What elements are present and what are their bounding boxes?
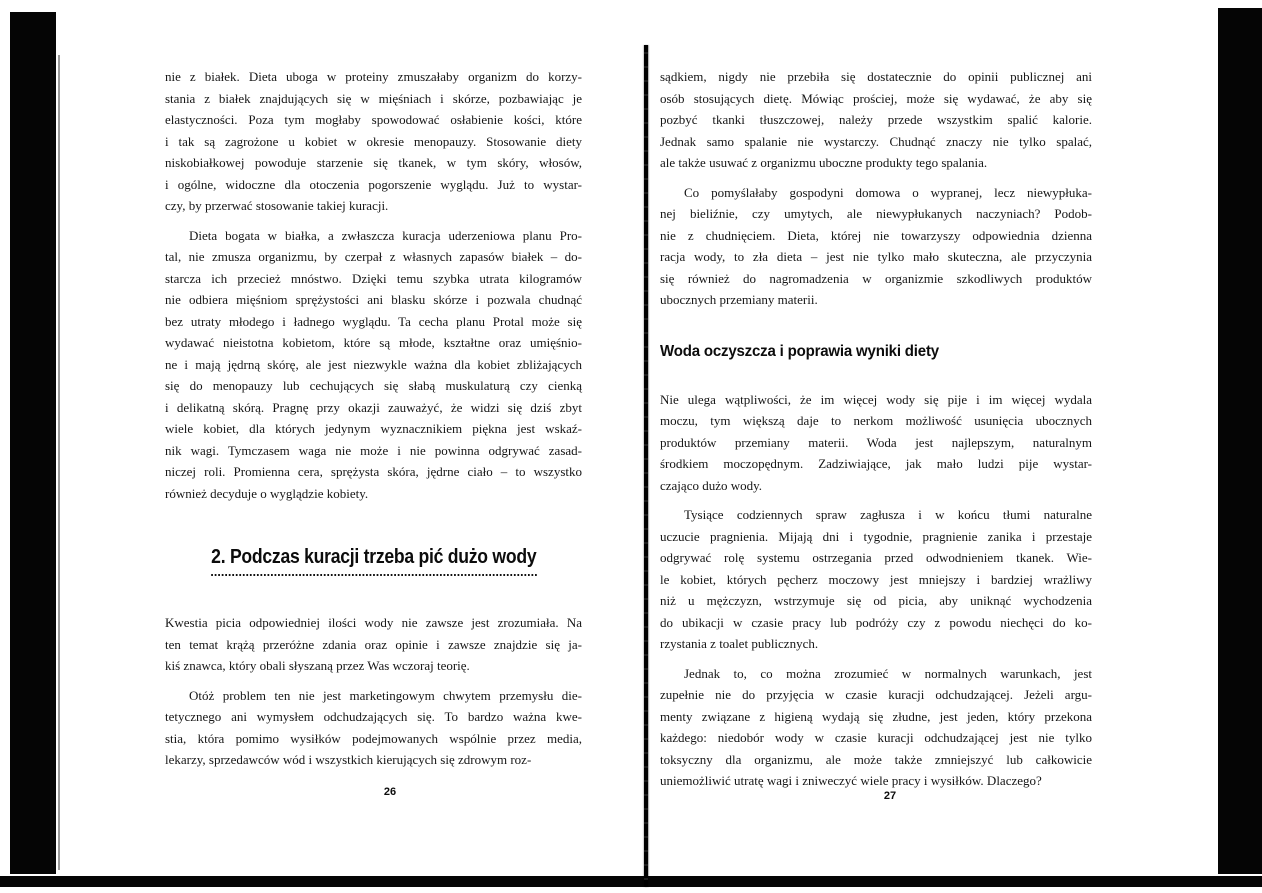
- paragraph: [660, 663, 1092, 792]
- text-line: i ogólne, widoczne dla otoczenia pogorszenie wyglądu. Już to wystar-: [165, 176, 582, 192]
- scan-border-right: [1218, 8, 1262, 874]
- text-line: uczucie pragnienia. Mijają dni i tygodnie, pragnienie zanika i przestaje: [660, 528, 1092, 544]
- text-line: pozbyć tkanki tłuszczowej, należy przede wszystkim spalić kalorie.: [660, 112, 1092, 127]
- text-line: czy, by przerwać stosowanie takiej kuracji.: [165, 198, 389, 213]
- text-line: racja wody, to zła dieta – jest nie tylko mało skuteczna, ale przyczynia: [660, 249, 1092, 264]
- text-line: Co pomyślałaby gospodyni domowa o wypranej, lecz niewypłuka-: [684, 184, 1092, 200]
- text-line: starcza ich przecież mnóstwo. Dzięki temu szybka utrata kilogramów: [165, 270, 582, 286]
- text-line: nej bieliźnie, czy umytych, ale niewypłukanych naczyniach? Podob-: [660, 206, 1092, 221]
- text-line: tal, nie zmusza organizmu, by czerpał z własnych zapasów białek – do-: [165, 249, 582, 264]
- text-line: nie z chudnięciem. Dieta, której nie towarzyszy odpowiednia dzienna: [660, 227, 1092, 243]
- text-line: ten temat krążą przeróżne zdania oraz opinie i zawsze znajdzie się ja-: [165, 636, 582, 652]
- text-line: nie z białek. Dieta uboga w proteiny zmuszałaby organizm do korzy-: [165, 69, 582, 84]
- paragraph: [660, 66, 1092, 174]
- text-line: osób stosujących dietę. Mówiąc prościej, może się wydawać, że aby się: [660, 90, 1092, 106]
- text-line: Kwestia picia odpowiedniej ilości wody nie zawsze jest zrozumiała. Na: [165, 615, 582, 630]
- text-line: sądkiem, nigdy nie przebiła się dostatecznie do opinii publicznej ani: [660, 69, 1092, 84]
- text-line: czająco dużo wody.: [660, 477, 763, 493]
- text-line: się do menopauzy lub cechujących się słabą muskulaturą czy cienką: [165, 378, 582, 393]
- text-line: Tysiące codziennych spraw zagłusza i w końcu tłumi naturalne: [684, 507, 1092, 522]
- text-line: nik wagi. Tymczasem waga nie może i nie powinna odgrywać zasad-: [165, 442, 582, 458]
- left-page: [165, 66, 582, 779]
- paragraph: [165, 66, 582, 217]
- text-line: niczej roli. Promienna cera, sprężysta skóra, jędrne ciało – to wszystko: [165, 464, 582, 479]
- text-line: i tak są zagrożone u kobiet w okresie menopauzy. Stosowanie diety: [165, 133, 582, 149]
- text-line: stia, która pomimo wysiłków podejmowanych wspólnie przez media,: [165, 730, 582, 746]
- text-line: elastyczności. Poza tym mogłaby spowodować osłabienie kości, które: [165, 112, 582, 127]
- text-line: również decyduje o wyglądzie kobiety.: [165, 485, 369, 501]
- text-line: menty związane z higieną wydają się złudne, jest jeden, który przekona: [660, 708, 1092, 724]
- text-line: odgrywać rolę systemu ostrzegania przed odwodnieniem tkanek. Wie-: [660, 550, 1092, 565]
- scan-border-bottom: [0, 876, 1262, 887]
- paragraph: [660, 182, 1092, 311]
- text-line: do ubikacji w czasie pracy lub podróży czy z powodu niechęci do ko-: [660, 614, 1092, 630]
- text-line: ale także usuwać z organizmu uboczne produkty tego spalania.: [660, 155, 988, 170]
- right-page: [660, 66, 1092, 800]
- text-line: Nie ulega wątpliwości, że im więcej wody się pije i im więcej wydala: [660, 391, 1092, 407]
- text-line: wydawać nieistotna kobietom, które są młode, kształtne oraz umięśnio-: [165, 335, 582, 350]
- paragraph: [660, 389, 1092, 497]
- text-line: ubocznych przemiany materii.: [660, 292, 818, 307]
- text-line: każdego: niedobór wody w czasie kuracji odchudzającej jest nie tylko: [660, 730, 1092, 745]
- text-line: Jednak to, co można zrozumieć w normalnych warunkach, jest: [684, 665, 1092, 681]
- paragraph: [165, 685, 582, 771]
- section-heading: Woda oczyszcza i poprawia wyniki diety: [660, 342, 939, 360]
- text-line: tetycznego ani wymysłem odchudzających się. To bardzo ważna kwe-: [165, 709, 582, 724]
- text-line: ne i mają jędrną skórę, ale jest niezwykle ważna dla kobiet zbliżających: [165, 356, 582, 372]
- book-spine-gutter: [644, 45, 648, 887]
- paragraph: [660, 504, 1092, 655]
- text-line: nie odbiera mięśniom sprężystości ani blasku skórze i pozwala chudnąć: [165, 292, 582, 307]
- text-line: i delikatną skórą. Pragnę przy okazji zauważyć, że widzi się dziś zbyt: [165, 399, 582, 415]
- text-line: Otóż problem ten nie jest marketingowym chwytem przemysłu die-: [189, 687, 582, 703]
- paragraph: [165, 612, 582, 677]
- text-line: uniemożliwić utratę wagi i zniweczyć wiele pracy i wysiłków. Dlaczego?: [660, 773, 1042, 788]
- text-line: le kobiet, których pęcherz moczowy jest mniejszy i bardziej wrażliwy: [660, 571, 1092, 587]
- text-line: toksyczny dla organizmu, ale może także zmniejszyć lub całkowicie: [660, 751, 1092, 767]
- scan-border-left: [10, 12, 56, 874]
- page-number-right: 27: [883, 790, 897, 802]
- text-line: środkiem moczopędnym. Zadziwiające, jak mało ludzi pije wystar-: [660, 456, 1092, 471]
- text-line: wiele kobiet, dla których jedynym wyznacznikiem piękna jest wskaź-: [165, 421, 582, 436]
- text-line: Dieta bogata w białka, a zwłaszcza kuracja uderzeniowa planu Pro-: [189, 227, 582, 243]
- text-line: lekarzy, sprzedawców wód i wszystkich kierujących się zdrowym roz-: [165, 752, 532, 767]
- text-line: rzystania z toalet publicznych.: [660, 636, 819, 651]
- page-number-left: 26: [383, 786, 397, 798]
- text-line: zupełnie nie do przyjęcia w czasie kuracji odchudzającej. Jeżeli argu-: [660, 687, 1092, 702]
- chapter-heading-text: 2. Podczas kuracji trzeba pić dużo wody: [211, 546, 536, 576]
- text-line: się również do nagromadzenia w organizmie szkodliwych produktów: [660, 270, 1092, 286]
- chapter-heading: [165, 546, 582, 576]
- text-line: moczu, tym większą daje to nerkom możliwość usunięcia ubocznych: [660, 413, 1092, 428]
- paragraph: [165, 225, 582, 505]
- text-line: bez utraty młodego i ładnego wyglądu. Ta cecha planu Protal może się: [165, 313, 582, 329]
- text-line: produktów przemiany materii. Woda jest najlepszym, naturalnym: [660, 434, 1092, 450]
- text-line: stania z białek znajdujących się w mięśniach i skórze, pozbawiając je: [165, 90, 582, 106]
- page-edge-shadow: [58, 55, 60, 870]
- text-line: Jednak samo spalanie nie wystarczy. Chudnąć znaczy nie tylko spalać,: [660, 133, 1092, 149]
- text-line: niskobiałkowej powoduje starzenie się tkanek, w tym skóry, włosów,: [165, 155, 582, 170]
- text-line: kiś znawca, który obali słyszaną przez Was wczoraj teorię.: [165, 658, 470, 673]
- text-line: niż u mężczyzn, wstrzymuje się od picia, aby uniknąć wychodzenia: [660, 593, 1092, 608]
